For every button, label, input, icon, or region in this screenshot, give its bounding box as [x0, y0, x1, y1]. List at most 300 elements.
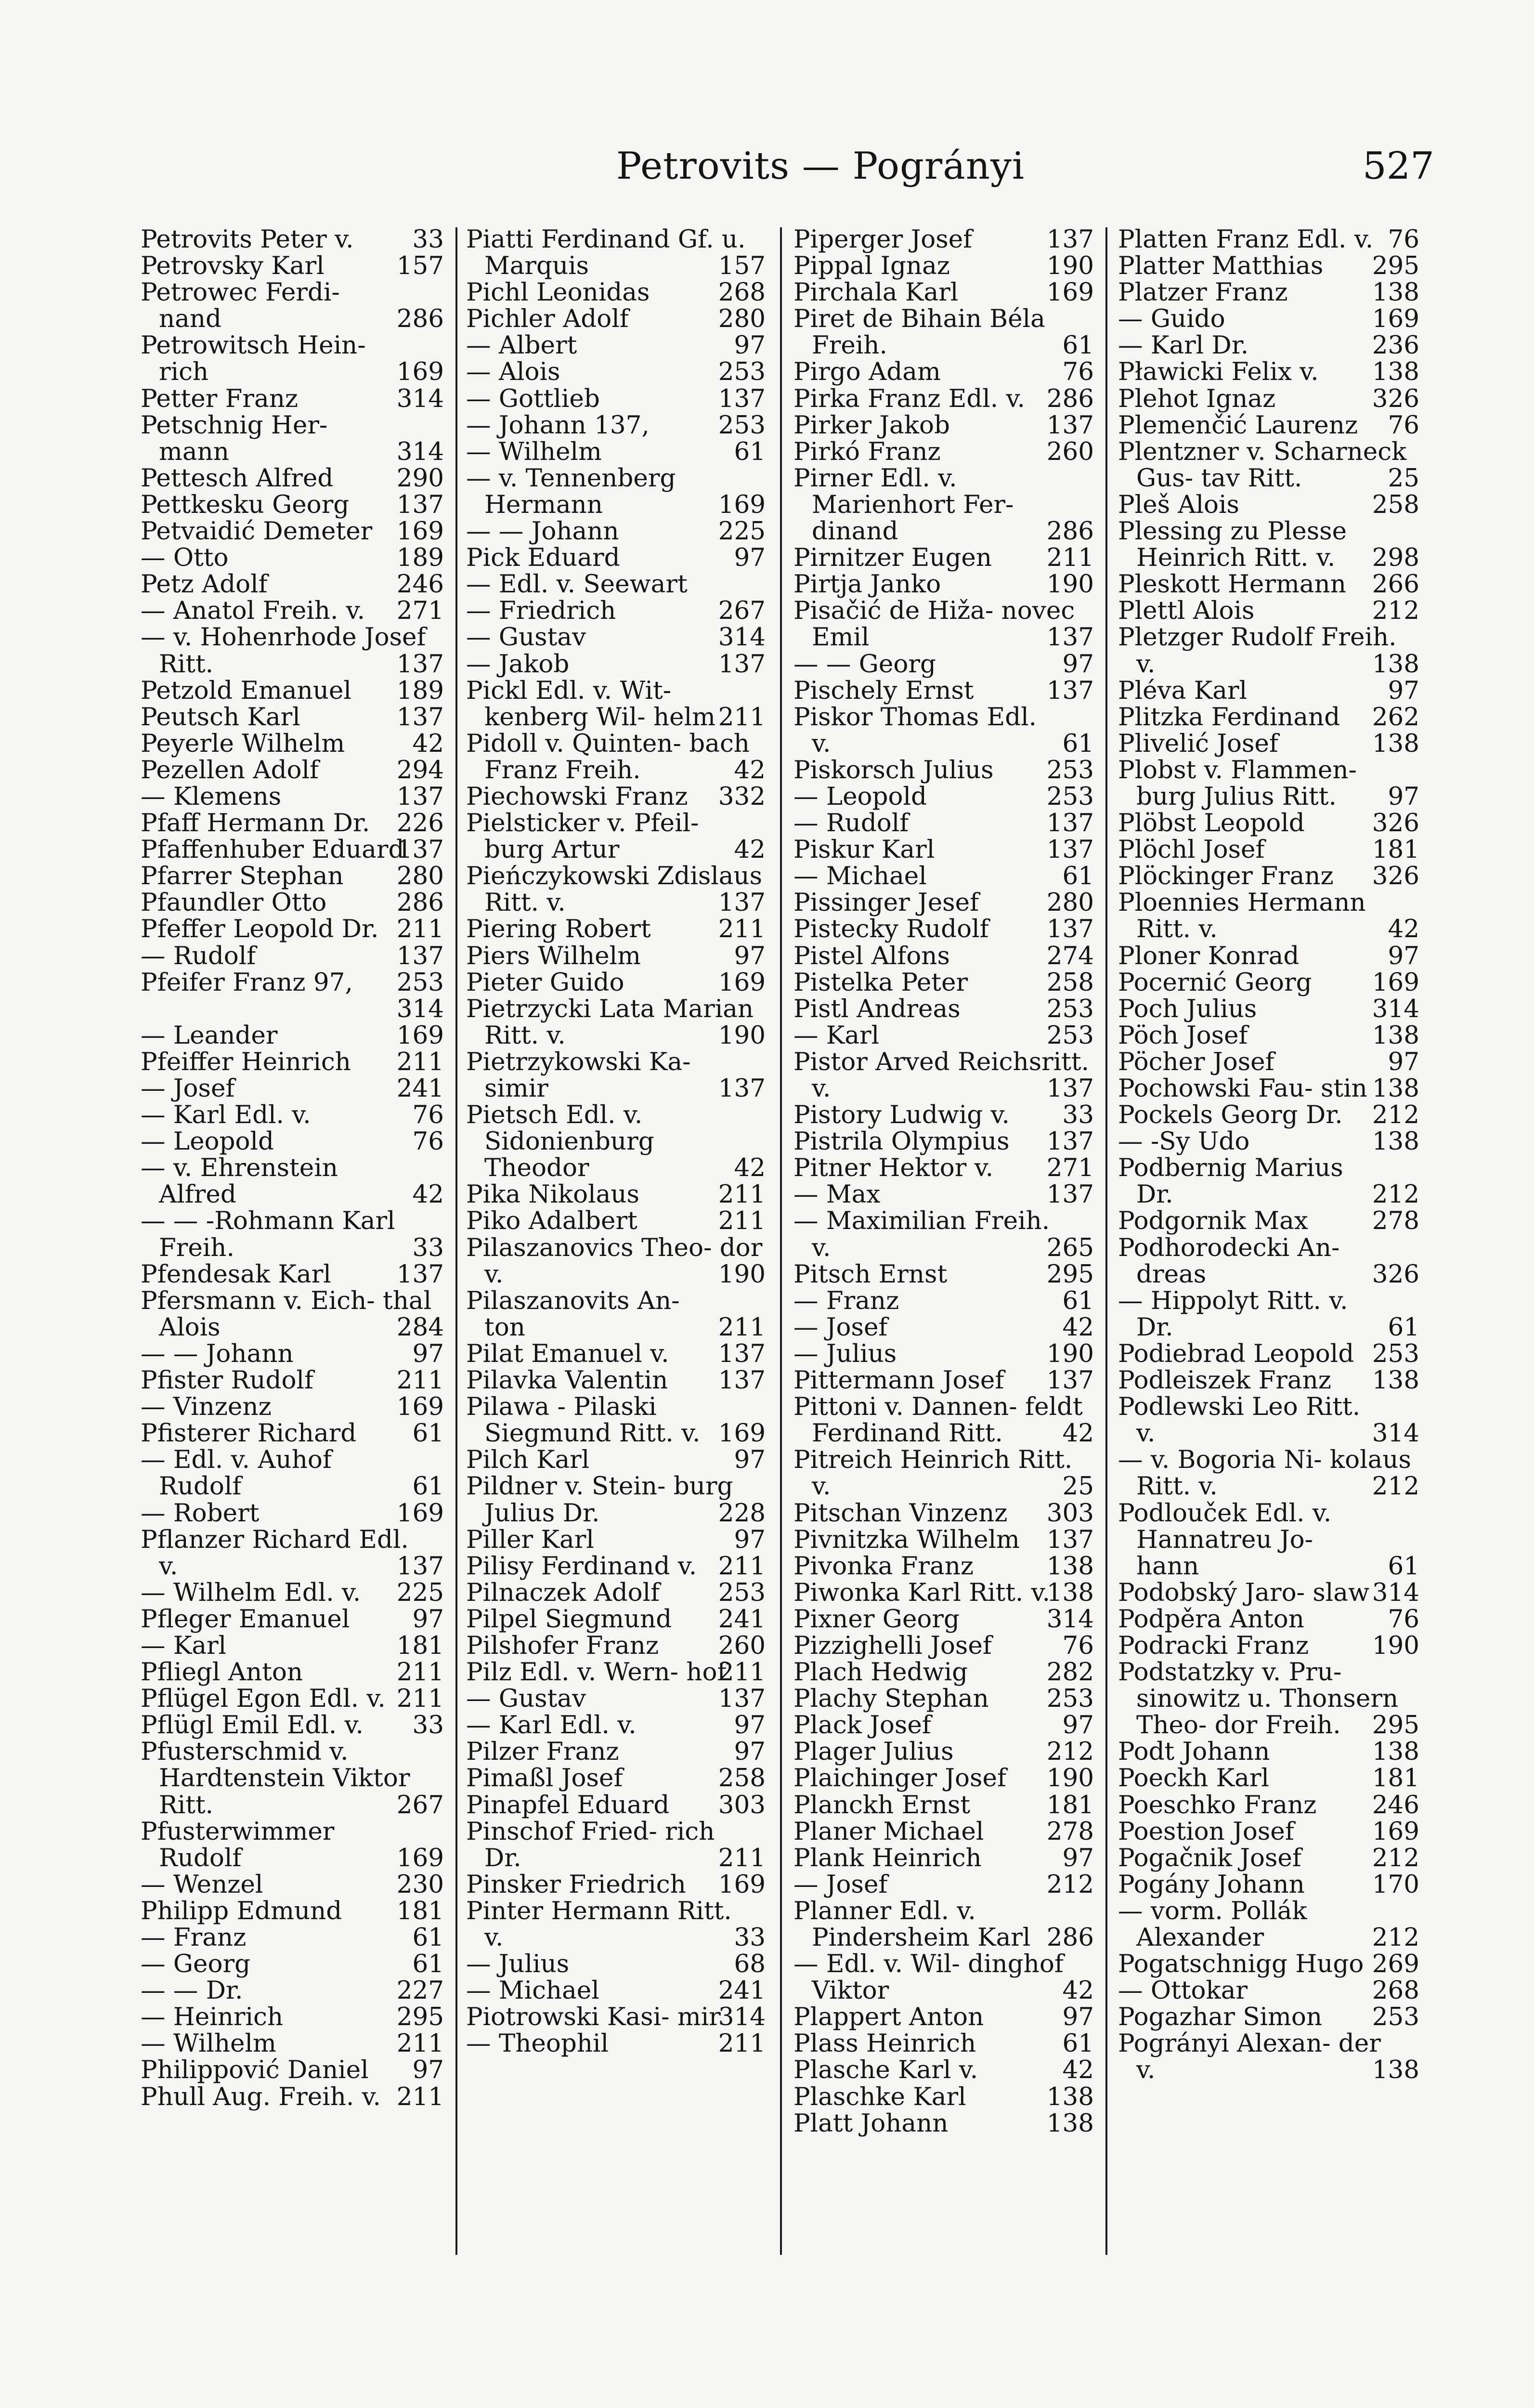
index-entry: [466, 1580, 766, 1606]
index-entry: [466, 1235, 766, 1288]
index-entry: [793, 253, 1094, 279]
entry-page-ref: 157: [718, 251, 766, 281]
entry-name: Piatti Ferdinand Gf. u. Marquis: [466, 225, 746, 281]
index-entry: [466, 518, 766, 545]
entry-name: Pogány Johann: [1118, 1870, 1305, 1899]
entry-name: — Michael: [793, 862, 927, 891]
entry-page-ref: 326: [1372, 1259, 1419, 1289]
entry-name: Petrovsky Karl: [141, 251, 325, 281]
entry-page-ref: 295: [1372, 1711, 1419, 1740]
entry-page-ref: 61: [734, 437, 766, 466]
entry-page-ref: 212: [1372, 1923, 1419, 1952]
entry-page-ref: 170: [1372, 1870, 1419, 1899]
entry-name: Pirka Franz Edl. v.: [793, 384, 1025, 413]
entry-name: Pilaszanovics Theo- dor v.: [466, 1233, 763, 1289]
entry-name: Plemenčić Laurenz: [1118, 410, 1358, 440]
index-entry: [1118, 386, 1419, 412]
index-entry: [793, 1686, 1094, 1712]
entry-name: Pittermann Josef: [793, 1366, 1004, 1395]
index-entry: [141, 996, 444, 1022]
entry-page-ref: 76: [412, 1127, 444, 1156]
index-entry: [1118, 1288, 1419, 1341]
entry-name: Pitsch Ernst: [793, 1259, 948, 1289]
entry-name: — Rudolf: [793, 809, 909, 838]
entry-name: Pirnitzer Eugen: [793, 543, 992, 573]
entry-name: — Josef: [793, 1312, 888, 1342]
index-entry: [141, 890, 444, 916]
entry-name: Ploner Konrad: [1118, 941, 1300, 970]
entry-page-ref: 225: [396, 1578, 444, 1607]
entry-page-ref: 212: [1372, 1100, 1419, 1130]
entry-page-ref: 211: [718, 1180, 766, 1209]
entry-name: Pidoll v. Quinten- bach Franz Freih.: [466, 729, 750, 785]
entry-name: Pirchala Karl: [793, 278, 959, 307]
entry-name: Poeckh Karl: [1118, 1764, 1269, 1793]
index-entry: [1118, 1606, 1419, 1633]
index-entry: [793, 1261, 1094, 1288]
entry-page-ref: 265: [1046, 1233, 1094, 1262]
entry-page-ref: 268: [718, 278, 766, 307]
entry-name: Peutsch Karl: [141, 702, 300, 732]
entry-name: Pletzger Rudolf Freih. v.: [1118, 623, 1397, 679]
entry-name: Platten Franz Edl. v.: [1118, 225, 1374, 254]
column-rule: [780, 227, 782, 2255]
entry-name: Pfusterwimmer Rudolf: [141, 1817, 335, 1872]
entry-page-ref: 332: [718, 782, 766, 811]
index-entry: [141, 1898, 444, 1924]
index-entry: [466, 359, 766, 385]
entry-page-ref: 253: [1046, 1684, 1094, 1714]
entry-name: Piotrowski Kasi- mir: [466, 2002, 721, 2032]
entry-page-ref: 137: [396, 1551, 444, 1581]
entry-name: Piskorsch Julius: [793, 755, 994, 785]
entry-name: Planner Edl. v. Pindersheim Karl: [793, 1896, 1031, 1952]
index-entry: [793, 571, 1094, 598]
entry-name: Pick Eduard: [466, 543, 620, 573]
entry-name: Pfleger Emanuel: [141, 1604, 350, 1634]
entry-page-ref: 137: [718, 384, 766, 413]
index-entry: [793, 837, 1094, 863]
entry-name: Plager Julius: [793, 1737, 954, 1767]
index-entry: [793, 2084, 1094, 2110]
entry-name: Pika Nikolaus: [466, 1180, 639, 1209]
entry-name: Podlouček Edl. v. Hannatreu Jo- hann: [1118, 1498, 1332, 1581]
entry-page-ref: 227: [396, 1976, 444, 2005]
entry-page-ref: 262: [1372, 702, 1419, 732]
entry-page-ref: 138: [1372, 1366, 1419, 1395]
entry-page-ref: 137: [396, 649, 444, 679]
entry-name: — Johann 137,: [466, 410, 650, 440]
entry-page-ref: 61: [412, 1472, 444, 1501]
index-entry: [793, 810, 1094, 837]
entry-name: Pitreich Heinrich Ritt. v.: [793, 1445, 1073, 1501]
entry-name: Pielsticker v. Pfeil- burg Artur: [466, 809, 699, 864]
entry-page-ref: 97: [412, 1339, 444, 1368]
index-entry: [1118, 359, 1419, 385]
entry-page-ref: 253: [1372, 2002, 1419, 2032]
entry-page-ref: 137: [1046, 1127, 1094, 1156]
index-entry: [1118, 1633, 1419, 1659]
entry-name: Podt Johann: [1118, 1737, 1270, 1767]
entry-name: — Edl. v. Wil- dinghof Viktor: [793, 1950, 1064, 2005]
entry-page-ref: 253: [1046, 1021, 1094, 1050]
entry-page-ref: 228: [718, 1498, 766, 1528]
index-entry: [141, 1924, 444, 1951]
index-entry: [466, 1765, 766, 1792]
entry-name: Pilaszanovits An- ton: [466, 1286, 680, 1342]
index-entry: [466, 545, 766, 571]
entry-name: Pogazhar Simon: [1118, 2002, 1322, 2032]
entry-page-ref: 97: [734, 331, 766, 360]
index-entry: [793, 2004, 1094, 2030]
index-entry: [793, 784, 1094, 810]
entry-page-ref: 138: [1372, 1737, 1419, 1767]
entry-name: Pilch Karl: [466, 1445, 590, 1475]
entry-page-ref: 138: [1046, 2082, 1094, 2111]
entry-name: — — Georg: [793, 649, 936, 679]
entry-name: Pfliegl Anton: [141, 1658, 303, 1687]
entry-page-ref: 138: [1046, 2108, 1094, 2138]
index-entry: [793, 678, 1094, 704]
index-entry: [141, 784, 444, 810]
entry-name: Pilzer Franz: [466, 1737, 619, 1767]
entry-page-ref: 137: [396, 1259, 444, 1289]
entry-page-ref: 267: [718, 596, 766, 626]
index-entry: [466, 1977, 766, 2004]
entry-name: Petter Franz: [141, 384, 299, 413]
entry-name: Podiebrad Leopold: [1118, 1339, 1354, 1368]
entry-name: Plaschke Karl: [793, 2082, 966, 2111]
index-entry: [1118, 1128, 1419, 1155]
entry-name: Pischely Ernst: [793, 676, 974, 705]
entry-name: — Heinrich: [141, 2002, 283, 2032]
index-entry: [466, 731, 766, 784]
entry-name: — Michael: [466, 1976, 599, 2005]
entry-name: Pfisterer Richard: [141, 1419, 357, 1448]
index-entry: [1118, 863, 1419, 890]
entry-page-ref: 326: [1372, 862, 1419, 891]
index-entry: [141, 545, 444, 571]
index-entry: [1118, 1447, 1419, 1500]
index-entry: [141, 1155, 444, 1208]
entry-name: Pockels Georg Dr.: [1118, 1100, 1343, 1130]
entry-name: — Wilhelm Edl. v.: [141, 1578, 361, 1607]
entry-page-ref: 137: [1046, 623, 1094, 652]
entry-page-ref: 236: [1372, 331, 1419, 360]
entry-name: — Karl: [793, 1021, 880, 1050]
entry-page-ref: 33: [1062, 1100, 1094, 1130]
entry-name: — Max: [793, 1180, 881, 1209]
entry-page-ref: 226: [396, 809, 444, 838]
entry-page-ref: 271: [396, 596, 444, 626]
entry-name: Pinsker Friedrich: [466, 1870, 686, 1899]
entry-name: — Leopold: [141, 1127, 274, 1156]
entry-name: Plank Heinrich: [793, 1843, 982, 1872]
entry-name: — Otto: [141, 543, 229, 573]
index-entry: [466, 1367, 766, 1394]
index-entry: [466, 1659, 766, 1686]
entry-page-ref: 303: [1046, 1498, 1094, 1528]
entry-name: Pixner Georg: [793, 1604, 960, 1634]
entry-name: Platter Matthias: [1118, 251, 1324, 281]
entry-page-ref: 138: [1372, 357, 1419, 387]
entry-name: Petvaidić Demeter: [141, 517, 373, 546]
index-entry: [1118, 279, 1419, 306]
entry-name: Pimaßl Josef: [466, 1764, 623, 1793]
entry-page-ref: 253: [396, 968, 444, 997]
entry-name: Pfeifer Franz 97,: [141, 968, 353, 997]
index-entry: [793, 1049, 1094, 1102]
entry-name: Pitschan Vinzenz: [793, 1498, 1008, 1528]
entry-page-ref: 314: [396, 437, 444, 466]
entry-name: Poeschko Franz: [1118, 1790, 1317, 1819]
entry-name: Podgornik Max: [1118, 1206, 1308, 1236]
index-entry: [793, 1128, 1094, 1155]
entry-page-ref: 241: [396, 1074, 444, 1103]
entry-page-ref: 258: [1372, 490, 1419, 519]
entry-page-ref: 42: [1062, 1976, 1094, 2005]
entry-page-ref: 190: [1372, 1631, 1419, 1660]
index-entry: [793, 1288, 1094, 1314]
entry-name: — Ottokar: [1118, 1976, 1248, 2005]
index-entry: [141, 1686, 444, 1712]
entry-page-ref: 137: [718, 888, 766, 917]
entry-name: Pinschof Fried- rich Dr.: [466, 1817, 715, 1872]
entry-page-ref: 42: [734, 835, 766, 864]
entry-page-ref: 280: [396, 862, 444, 891]
entry-page-ref: 138: [1372, 729, 1419, 758]
entry-page-ref: 212: [1372, 1472, 1419, 1501]
index-entry: [793, 996, 1094, 1022]
entry-page-ref: 61: [412, 1923, 444, 1952]
entry-page-ref: 137: [1046, 1074, 1094, 1103]
entry-page-ref: 211: [396, 1047, 444, 1076]
entry-name: Pfaffenhuber Eduard: [141, 835, 404, 864]
entry-page-ref: 286: [396, 304, 444, 334]
column-rule: [455, 227, 457, 2255]
entry-page-ref: 295: [1046, 1259, 1094, 1289]
entry-page-ref: 326: [1372, 384, 1419, 413]
entry-name: Piering Robert: [466, 915, 651, 944]
entry-page-ref: 314: [1372, 994, 1419, 1023]
entry-name: Pilisy Ferdinand v.: [466, 1551, 697, 1581]
entry-name: — v. Hohenrhode Josef Ritt.: [141, 623, 426, 679]
index-entry: [141, 386, 444, 412]
entry-page-ref: 286: [1046, 517, 1094, 546]
index-entry: [1118, 1659, 1419, 1739]
entry-name: Plehot Ignaz: [1118, 384, 1276, 413]
index-entry: [1118, 1580, 1419, 1606]
entry-page-ref: 212: [1372, 1180, 1419, 1209]
entry-name: Plettl Alois: [1118, 596, 1255, 626]
entry-name: — Vinzenz: [141, 1392, 272, 1422]
index-entry: [793, 1845, 1094, 1871]
index-entry: [793, 1633, 1094, 1659]
entry-page-ref: 97: [734, 543, 766, 573]
entry-name: — Friedrich: [466, 596, 616, 626]
index-entry: [466, 598, 766, 624]
entry-page-ref: 181: [396, 1631, 444, 1660]
entry-name: Peyerle Wilhelm: [141, 729, 345, 758]
column-rule: [1105, 227, 1107, 2255]
entry-name: Podleiszek Franz: [1118, 1366, 1331, 1395]
entry-page-ref: 253: [1372, 1339, 1419, 1368]
index-entry: [1118, 969, 1419, 996]
index-entry: [1118, 1102, 1419, 1128]
entry-page-ref: 137: [718, 1074, 766, 1103]
index-entry: [793, 1155, 1094, 1181]
entry-page-ref: 169: [396, 517, 444, 546]
index-entry: [466, 1102, 766, 1181]
entry-name: Plöckinger Franz: [1118, 862, 1334, 891]
index-entry: [793, 1314, 1094, 1341]
entry-page-ref: 260: [718, 1631, 766, 1660]
index-entry: [141, 1447, 444, 1500]
index-entry: [466, 571, 766, 598]
entry-page-ref: 225: [718, 517, 766, 546]
entry-name: — Anatol Freih. v.: [141, 596, 365, 626]
entry-name: Podracki Franz: [1118, 1631, 1309, 1660]
entry-page-ref: 97: [1388, 941, 1419, 970]
entry-page-ref: 137: [396, 702, 444, 732]
entry-page-ref: 137: [396, 835, 444, 864]
entry-page-ref: 286: [1046, 1923, 1094, 1952]
index-entry: [141, 1128, 444, 1155]
entry-name: Pfarrer Stephan: [141, 862, 344, 891]
entry-name: Platzer Franz: [1118, 278, 1288, 307]
entry-page-ref: 169: [1372, 1817, 1419, 1846]
entry-name: Pivnitzka Wilhelm: [793, 1525, 1020, 1554]
entry-name: Pirker Jakob: [793, 410, 950, 440]
entry-page-ref: 61: [1388, 1312, 1419, 1342]
entry-name: Podbernig Marius Dr.: [1118, 1153, 1343, 1209]
column-3: [793, 226, 1094, 2137]
entry-page-ref: 253: [718, 410, 766, 440]
index-entry: [466, 969, 766, 996]
entry-page-ref: 138: [1046, 1578, 1094, 1607]
entry-page-ref: 314: [1372, 1578, 1419, 1607]
entry-name: — Alois: [466, 357, 560, 387]
index-entry: [793, 2110, 1094, 2137]
index-entry: [466, 1394, 766, 1447]
entry-page-ref: 181: [1372, 835, 1419, 864]
entry-name: — Wilhelm: [466, 437, 602, 466]
entry-page-ref: 42: [1062, 1312, 1094, 1342]
entry-name: Plaichinger Josef: [793, 1764, 1006, 1793]
entry-page-ref: 76: [412, 1100, 444, 1130]
index-entry: [793, 1580, 1094, 1606]
entry-page-ref: 76: [1388, 410, 1419, 440]
entry-page-ref: 271: [1046, 1153, 1094, 1183]
index-entry: [466, 1208, 766, 1234]
entry-page-ref: 97: [734, 1711, 766, 1740]
index-entry: [793, 386, 1094, 412]
entry-name: Pfaff Hermann Dr.: [141, 809, 370, 838]
entry-name: Plass Heinrich: [793, 2029, 976, 2058]
entry-page-ref: 268: [1372, 1976, 1419, 2005]
index-entry: [1118, 1155, 1419, 1208]
entry-page-ref: 190: [718, 1021, 766, 1050]
entry-name: Podobský Jaro- slaw: [1118, 1578, 1370, 1607]
entry-name: — v. Bogoria Ni- kolaus Ritt. v.: [1118, 1445, 1411, 1501]
entry-page-ref: 169: [396, 1498, 444, 1528]
entry-name: Pflanzer Richard Edl. v.: [141, 1525, 409, 1581]
entry-name: Pirgo Adam: [793, 357, 941, 387]
entry-page-ref: 211: [718, 915, 766, 944]
index-entry: [793, 1659, 1094, 1686]
index-entry: [793, 1792, 1094, 1819]
entry-page-ref: 253: [718, 357, 766, 387]
index-entry: [1118, 2030, 1419, 2083]
entry-name: Pleš Alois: [1118, 490, 1239, 519]
entry-page-ref: 76: [1388, 225, 1419, 254]
index-entry: [141, 226, 444, 253]
entry-name: — Julius: [793, 1339, 897, 1368]
entry-page-ref: 211: [396, 1658, 444, 1687]
entry-page-ref: 137: [718, 1684, 766, 1714]
entry-name: — Josef: [793, 1870, 888, 1899]
index-entry: [1118, 1022, 1419, 1049]
entry-name: Pławicki Felix v.: [1118, 357, 1319, 387]
index-entry: [141, 2084, 444, 2110]
entry-page-ref: 169: [396, 1392, 444, 1422]
entry-name: Poestion Josef: [1118, 1817, 1294, 1846]
entry-page-ref: 258: [718, 1764, 766, 1793]
entry-page-ref: 212: [1372, 596, 1419, 626]
index-entry: [1118, 624, 1419, 677]
entry-page-ref: 138: [1372, 1021, 1419, 1050]
entry-page-ref: 212: [1046, 1737, 1094, 1767]
entry-name: Pilshofer Franz: [466, 1631, 659, 1660]
index-entry: [141, 1659, 444, 1686]
entry-page-ref: 190: [1046, 1339, 1094, 1368]
index-entry: [466, 1447, 766, 1473]
entry-page-ref: 42: [1062, 2055, 1094, 2085]
entry-page-ref: 280: [1046, 888, 1094, 917]
entry-name: — Wenzel: [141, 1870, 263, 1899]
entry-name: Piwonka Karl Ritt. v.: [793, 1578, 1051, 1607]
entry-page-ref: 97: [1062, 649, 1094, 679]
entry-page-ref: 138: [1372, 2055, 1419, 2085]
entry-page-ref: 138: [1372, 1127, 1419, 1156]
entry-page-ref: 169: [718, 1419, 766, 1448]
entry-name: Pleskott Hermann: [1118, 570, 1346, 599]
index-entry: [466, 332, 766, 359]
entry-name: Petschnig Her- mann: [141, 410, 328, 466]
entry-name: — Franz: [793, 1286, 899, 1315]
entry-name: — v. Tennenberg Hermann: [466, 463, 676, 519]
entry-page-ref: 181: [1046, 1790, 1094, 1819]
column-1: [141, 226, 444, 2110]
index-entry: [466, 863, 766, 916]
entry-name: Poch Julius: [1118, 994, 1257, 1023]
entry-name: Piller Karl: [466, 1525, 594, 1554]
entry-name: Pichl Leonidas: [466, 278, 650, 307]
entry-page-ref: 42: [412, 1180, 444, 1209]
entry-name: — Jakob: [466, 649, 570, 679]
entry-name: — Josef: [141, 1074, 235, 1103]
entry-page-ref: 97: [1062, 1711, 1094, 1740]
entry-page-ref: 303: [718, 1790, 766, 1819]
index-entry: [1118, 1049, 1419, 1075]
entry-page-ref: 326: [1372, 809, 1419, 838]
entry-name: — Edl. v. Auhof Rudolf: [141, 1445, 332, 1501]
entry-name: Phull Aug. Freih. v.: [141, 2082, 381, 2111]
entry-page-ref: 137: [396, 941, 444, 970]
index-entry: [793, 465, 1094, 545]
index-entry: [1118, 412, 1419, 439]
entry-name: Plöbst Leopold: [1118, 809, 1305, 838]
